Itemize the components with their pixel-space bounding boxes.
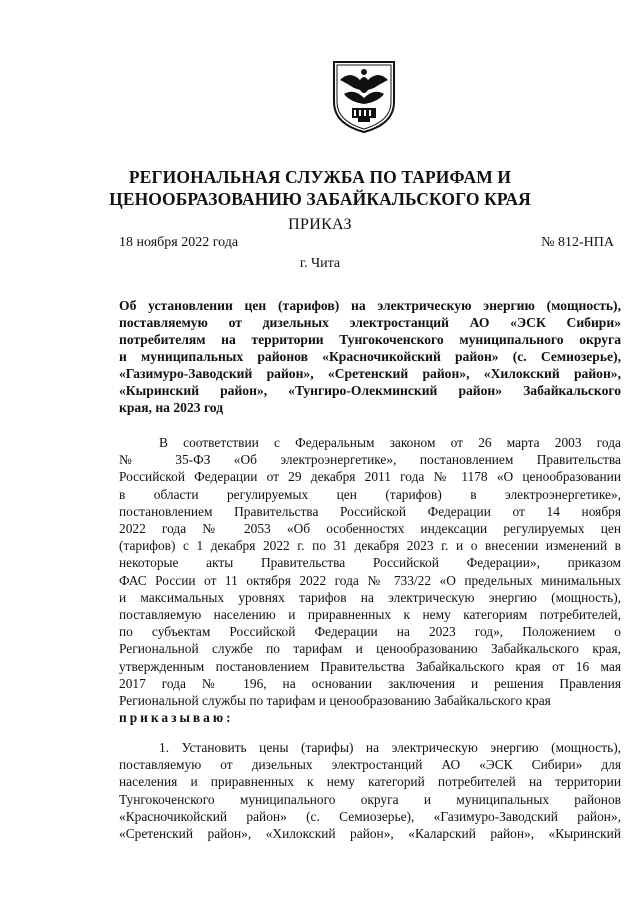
item-line: населения и приравненных к нему категорий потребителей на территории <box>119 774 621 790</box>
preamble-line: Региональной службе по тарифам и ценообразованию Забайкальского края, <box>119 641 621 657</box>
item-line: поставляемую от дизельных электростанций АО «ЭСК Сибири» для <box>119 757 621 773</box>
preamble-line: № 35-ФЗ «Об электроэнергетике», постановлением Правительства <box>119 452 621 468</box>
document-date: 18 ноября 2022 года <box>119 235 239 250</box>
item-line: 1. Установить цены (тарифы) на электрическую энергию (мощность), <box>159 740 621 755</box>
preamble-line: Региональной службы по тарифам и ценообразованию Забайкальского края <box>119 693 551 709</box>
preamble-line: некоторые акты Правительства Российской Федерации», приказом <box>119 555 621 571</box>
subject-line: Об установлении цен (тарифов) на электрическую энергию (мощность), <box>119 298 621 313</box>
preamble-line: и максимальных уровнях тарифов на электрическую энергию (мощность), <box>119 589 621 605</box>
organization-name <box>90 166 550 210</box>
org-line-2: ЦЕНООБРАЗОВАНИЮ ЗАБАЙКАЛЬСКОГО КРАЯ <box>109 189 531 209</box>
item-line: Тунгокоченского муниципального округа и муниципальных районов <box>119 791 621 807</box>
preamble-line: поставляемую населению и приравненных к нему категориям потребителей, <box>119 607 621 623</box>
item-1-paragraph <box>119 739 621 842</box>
subject-line: потребителям на территории Тунгокоченского муниципального округа <box>119 332 621 347</box>
preamble-line: (тарифов) с 1 декабря 2022 г. по 31 декабря 2023 г. и о внесении изменений в <box>119 538 621 554</box>
preamble-line: по субъектам Российской Федерации на 2023 год», Положением о <box>119 624 621 640</box>
preamble-line: утвержденным постановлением Правительства Забайкальского края от 16 мая <box>119 658 621 674</box>
document-city: г. Чита <box>299 256 341 271</box>
item-line: «Сретенский район», «Хилокский район», «Каларский район», «Кыринский <box>119 826 621 842</box>
preamble-line: Российской Федерации от 29 декабря 2011 года № 1178 «О ценообразовании <box>119 469 621 485</box>
subject-line: поставляемую от дизельных электростанций АО «ЭСК Сибири» <box>119 315 621 330</box>
item-line: «Красночикойский район» (с. Семиозерье), «Газимуро-Заводский район», <box>119 808 621 824</box>
preamble-line: 2022 года № 2053 «Об особенностях индексации регулируемых цен <box>119 521 621 537</box>
document-subject <box>119 297 621 416</box>
coat-of-arms-icon <box>330 58 398 134</box>
subject-line: «Газимуро-Заводский район», «Сретенский район», «Хилокский район», <box>119 366 621 381</box>
order-word: приказываю: <box>119 710 234 726</box>
preamble-line: в области регулируемых цен (тарифов) в электроэнергетике», <box>119 486 621 502</box>
preamble-line: 2017 года № 196, на основании заключения и решения Правления <box>119 675 621 691</box>
org-line-1: РЕГИОНАЛЬНАЯ СЛУЖБА ПО ТАРИФАМ И <box>128 167 512 187</box>
subject-line: и муниципальных районов «Красночикойский район» (с. Семиозерье), <box>119 349 621 364</box>
document-number: № 812-НПА <box>541 235 614 250</box>
subject-line: края, на 2023 год <box>119 400 224 415</box>
preamble-line: В соответствии с Федеральным законом от 26 марта 2003 года <box>159 435 621 450</box>
subject-line: «Кыринский район», «Тунгиро-Олекминский район» Забайкальского <box>119 383 621 398</box>
preamble-line: ФАС России от 11 октября 2022 года № 733/22 «О предельных минимальных <box>119 572 621 588</box>
preamble-paragraph <box>119 434 621 726</box>
preamble-line: постановлением Правительства Российской Федерации от 14 ноября <box>119 503 621 519</box>
document-type: ПРИКАЗ <box>288 216 352 233</box>
